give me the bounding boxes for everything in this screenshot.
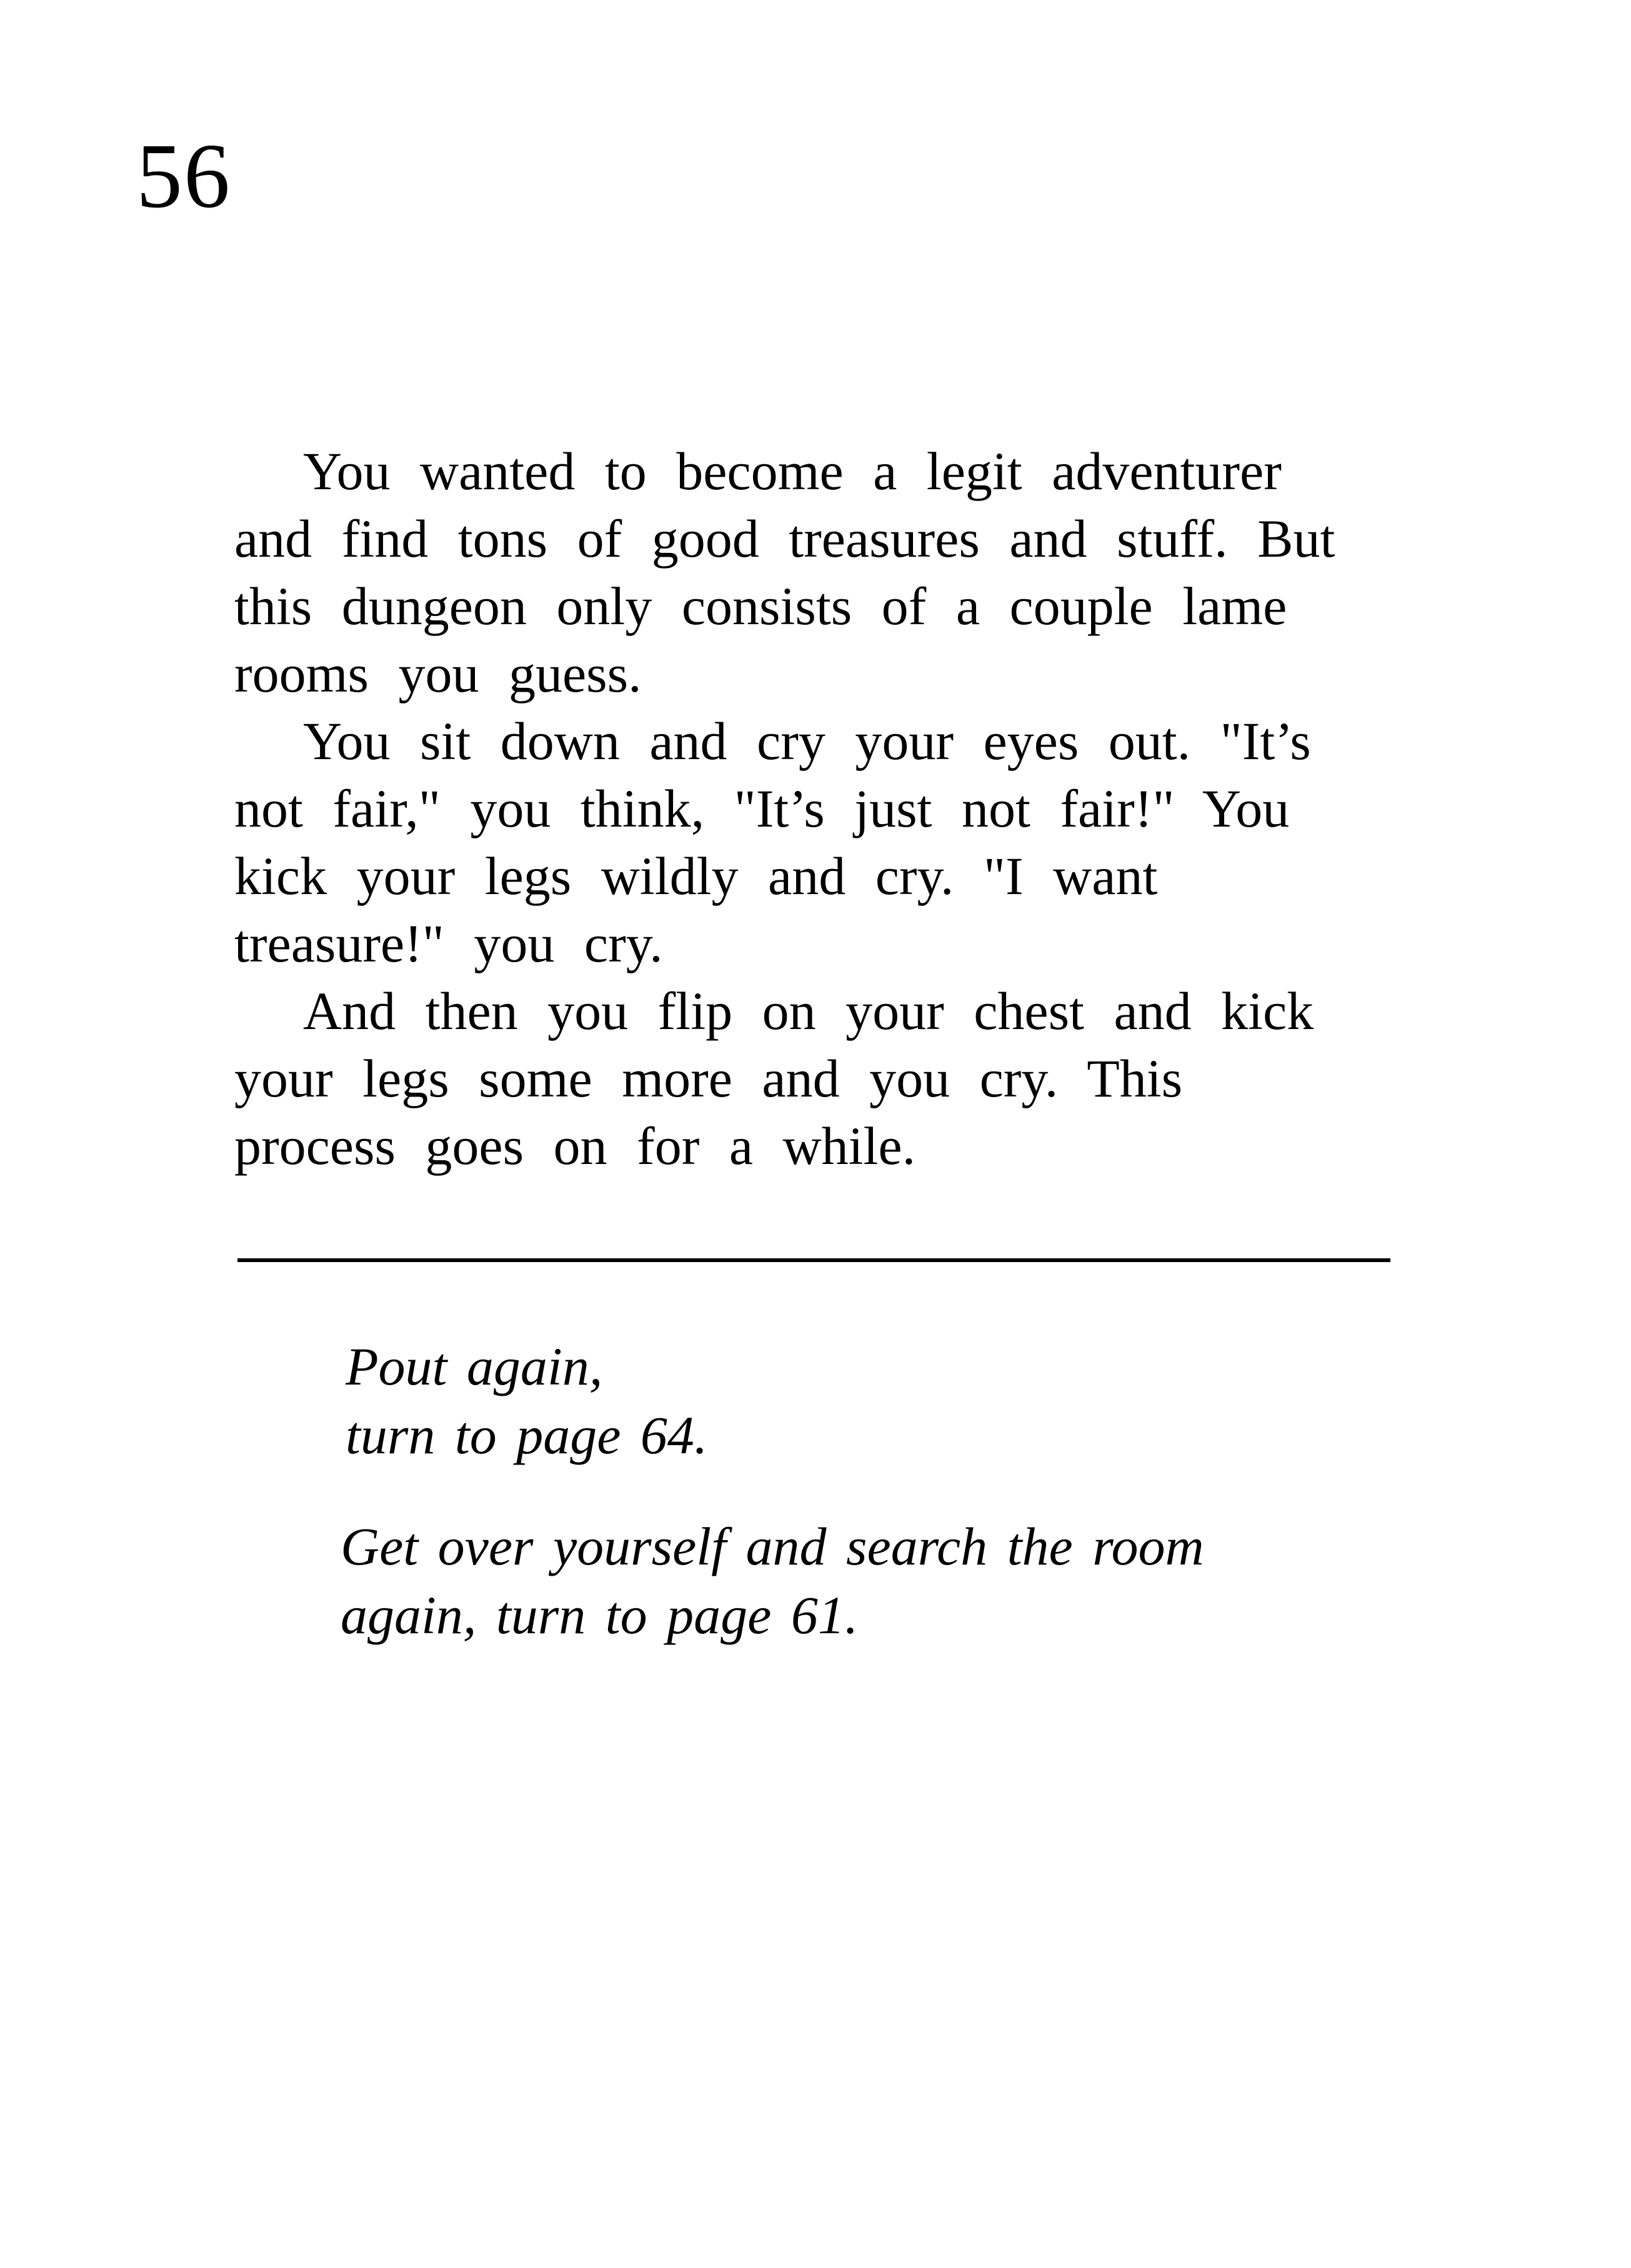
story-line: treasure!" you cry. (234, 913, 663, 973)
choice-line: turn to page 64. (346, 1405, 708, 1465)
choice-line: Pout again, (346, 1336, 603, 1396)
story-line: this dungeon only consists of a couple lame (234, 576, 1287, 636)
choice-pout-again[interactable] (346, 1332, 707, 1470)
story-paragraph (234, 707, 1384, 977)
story-line: kick your legs wildly and cry. "I want (234, 846, 1158, 906)
story-line: not fair," you think, "It’s just not fair!" You (234, 778, 1290, 838)
story-paragraph (234, 437, 1384, 707)
choice-line: Get over yourself and search the room (341, 1516, 1204, 1576)
section-divider (237, 1258, 1390, 1262)
choice-line: again, turn to page 61. (341, 1585, 859, 1645)
story-line: process goes on for a while. (234, 1116, 916, 1176)
story-paragraph (234, 977, 1384, 1180)
story-line: You wanted to become a legit adventurer (303, 441, 1282, 501)
story-line: You sit down and cry your eyes out. "It’s (303, 711, 1311, 771)
story-line: rooms you guess. (234, 644, 642, 704)
story-line: and find tons of good treasures and stuff. But (234, 509, 1335, 569)
story-line: And then you flip on your chest and kick (303, 981, 1314, 1041)
choice-search-room-again[interactable] (341, 1512, 1204, 1649)
page-number: 56 (136, 125, 231, 227)
story-text (234, 437, 1384, 1180)
story-line: your legs some more and you cry. This (234, 1048, 1183, 1108)
